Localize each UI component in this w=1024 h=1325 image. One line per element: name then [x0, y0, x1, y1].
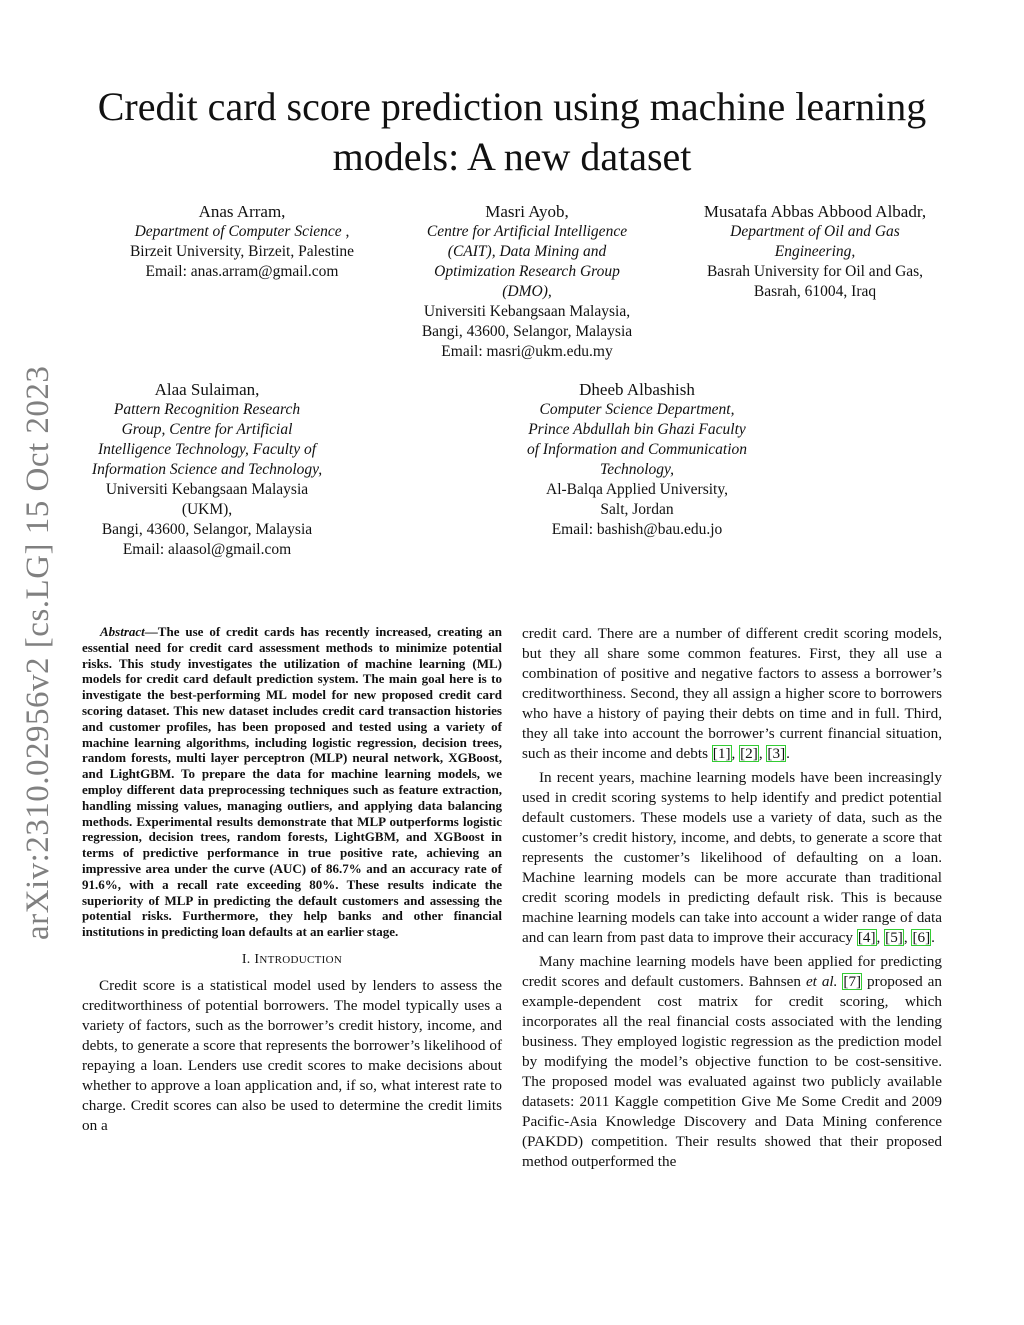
- right-column: [522, 624, 942, 1172]
- author-affiliation-line: (DMO),: [502, 283, 552, 300]
- author-name: Dheeb Albashish: [579, 380, 695, 399]
- author-email[interactable]: Email: anas.arram@gmail.com: [145, 263, 339, 280]
- intro-paragraph-1: Credit score is a statistical model used by lenders to assess the creditworthiness of potential borrowers. The model typically uses a variety of factors, such as the borrower’s credit history, income, and debts, to generate a score that represents the borrower’s likelihood of repaying a loan. Lenders use credit scores to make decisions about whether to approve a loan application and, if so, what interest rate to charge. Credit scores can also be used to determine the credit limits on a: [82, 976, 502, 1134]
- citation-link[interactable]: [6]: [912, 929, 931, 946]
- author-address-line: Universiti Kebangsaan Malaysia: [105, 481, 309, 498]
- et-al: et al.: [805, 973, 838, 990]
- author-affiliation-line: Prince Abdullah bin Ghazi Faculty: [528, 421, 746, 438]
- author-affiliation-line: Intelligence Technology, Faculty of: [97, 441, 317, 458]
- author-block-5: [500, 380, 774, 540]
- author-name: Masri Ayob,: [485, 202, 569, 221]
- intro-paragraph-3: In recent years, machine learning models have been increasingly used in credit scoring systems to help identify and predict potential default customers. These models use a variety of data, such as the customer’s credit history, income, and debts, to generate a score that represents the customer’s likelihood of defaulting on a loan. Machine learning models can be more accurate than traditional credit scoring models in predicting default risk. This is because machine learning models can take into account a wider range of data and can learn from past data to improve their accuracy [4], [5], [6].: [522, 769, 942, 946]
- author-affiliation-line: (CAIT), Data Mining and: [447, 243, 607, 260]
- author-address-line: Universiti Kebangsaan Malaysia,: [423, 303, 631, 320]
- arxiv-identifier-stamp: arXiv:2310.02956v2 [cs.LG] 15 Oct 2023: [20, 365, 56, 940]
- author-block-3: [670, 202, 960, 302]
- author-block-1: [112, 202, 372, 282]
- paragraph-text: In recent years, machine learning models have been increasingly used in credit scoring systems to help identify and predict potential default customers. These models use a variety of data, such as the customer’s credit history, income, and debts, to generate a score that represents the customer’s likelihood of defaulting on a loan. Machine learning models can be more accurate than traditional credit scoring models in predicting default risk. This is because machine learning models can take into account a wider range of data and can learn from past data to improve their accuracy: [522, 769, 942, 946]
- author-address-line: Basrah University for Oil and Gas,: [706, 263, 924, 280]
- intro-paragraph-4: [522, 952, 942, 1172]
- section-title-first-letter: I: [254, 951, 260, 967]
- author-affiliation-line: Centre for Artificial Intelligence: [426, 223, 628, 240]
- author-address-line: Al-Balqa Applied University,: [546, 481, 728, 498]
- author-address-line: Bangi, 43600, Selangor, Malaysia: [101, 521, 313, 538]
- author-affiliation-line: Computer Science Department,: [539, 401, 735, 418]
- citation-link[interactable]: [5]: [885, 929, 903, 946]
- citation-link[interactable]: [7]: [843, 973, 862, 990]
- author-email[interactable]: Email: alaasol@gmail.com: [122, 541, 292, 558]
- citation-link[interactable]: [4]: [857, 929, 876, 946]
- section-numeral: I.: [241, 951, 251, 967]
- author-affiliation-line: Department of Oil and Gas: [730, 223, 900, 240]
- section-title-rest: NTRODUCTION: [259, 953, 343, 966]
- abstract-label: Abstract: [100, 624, 145, 639]
- section-heading-introduction: [82, 950, 502, 970]
- author-name: Musatafa Abbas Abbood Albadr,: [703, 202, 927, 221]
- author-affiliation-line: Group, Centre for Artificial: [121, 421, 293, 438]
- author-address-line: Bangi, 43600, Selangor, Malaysia: [421, 323, 633, 340]
- author-name: Anas Arram,: [198, 202, 286, 221]
- author-affiliation-line: Optimization Research Group: [434, 263, 620, 280]
- author-email[interactable]: Email: masri@ukm.edu.my: [441, 343, 613, 360]
- author-affiliation-line: Technology,: [600, 461, 674, 478]
- citation-link[interactable]: [2]: [740, 745, 758, 762]
- author-block-4: [72, 380, 342, 560]
- author-affiliation-line: Pattern Recognition Research: [113, 401, 301, 418]
- author-name: Alaa Sulaiman,: [154, 380, 260, 399]
- abstract: [82, 624, 502, 940]
- citation-link[interactable]: [3]: [767, 745, 786, 762]
- author-address-line: Salt, Jordan: [600, 501, 674, 518]
- author-email[interactable]: Email: bashish@bau.edu.jo: [551, 521, 723, 538]
- author-affiliation-line: Department of Computer Science ,: [134, 223, 350, 240]
- left-column: [82, 624, 502, 1136]
- paragraph-text: proposed an example-dependent cost matrix for credit scoring, which incorporates all the real financial costs associated with the lending business. They employed logistic regression as the prediction model by modifying the model’s objective function to be cost-sensitive. The proposed model was evaluated against two publicly available datasets: 2011 Kaggle competition Give Me Some Credit and 2009 Pacific-Asia Knowledge Discovery and Data Mining conference (PAKDD) competition. Their results showed that their proposed method outperformed the: [522, 973, 942, 1170]
- paragraph-text: credit card. There are a number of different credit scoring models, but they all share some common features. First, they all use a combination of positive and negative factors to assess a borrower’s creditworthiness. Second, they all assign a higher score to borrowers who have a history of paying their debts on time and in full. Third, they all take into account the borrower’s current financial situation, such as their income and debts: [522, 625, 942, 762]
- author-affiliation-line: of Information and Communication: [526, 441, 747, 458]
- author-affiliation-line: Engineering,: [774, 243, 856, 260]
- author-block-2: [396, 202, 658, 362]
- intro-paragraph-2: credit card. There are a number of different credit scoring models, but they all share some common features. First, they all use a combination of positive and negative factors to assess a borrower’s creditworthiness. Second, they all assign a higher score to borrowers who have a history of paying their debts on time and in full. Third, they all take into account the borrower’s current financial situation, such as their income and debts [1], [2], [3].: [522, 625, 942, 762]
- author-address-line: Basrah, 61004, Iraq: [753, 283, 877, 300]
- abstract-text: —The use of credit cards has recently increased, creating an essential need for credit card assessment methods to minimize potential risks. This study investigates the utilization of machine learning (ML) models for credit card default prediction system. The main goal here is to investigate the best-performing ML model for new proposed credit card scoring dataset. This new dataset includes credit card transaction histories and customer profiles, has been proposed and tested using a variety of machine learning algorithms, including logistic regression, decision trees, random forests, multi layer perceptron (MLP) neural network, XGBoost, and LightGBM. To prepare the data for machine learning models, we employ different data preprocessing techniques such as feature extraction, handling missing values, managing outliers, and applying data balancing methods. Experimental results demonstrate that MLP outperforms logistic regression, decision trees, random forests, LightGBM, and XGBoost in terms of predictive performance in true positive rate, achieving an impressive area under the curve (AUC) of 86.7% and an accuracy rate of 91.6%, with a recall rate exceeding 80%. These results indicate the superiority of MLP in predicting the default customers and assessing the potential risks. Furthermore, they help banks and other financial institutions in predicting loan defaults at an earlier stage.: [82, 624, 502, 940]
- author-address-line: (UKM),: [181, 501, 233, 518]
- paper-title: Credit card score prediction using machine learning models: A new dataset: [97, 84, 927, 179]
- paragraph-text: Many machine learning models have been applied for predicting credit scores and default customers. Bahnsen: [522, 953, 942, 990]
- author-affiliation-line: Information Science and Technology,: [91, 461, 323, 478]
- citation-link[interactable]: [1]: [712, 745, 731, 762]
- author-address-line: Birzeit University, Birzeit, Palestine: [129, 243, 355, 260]
